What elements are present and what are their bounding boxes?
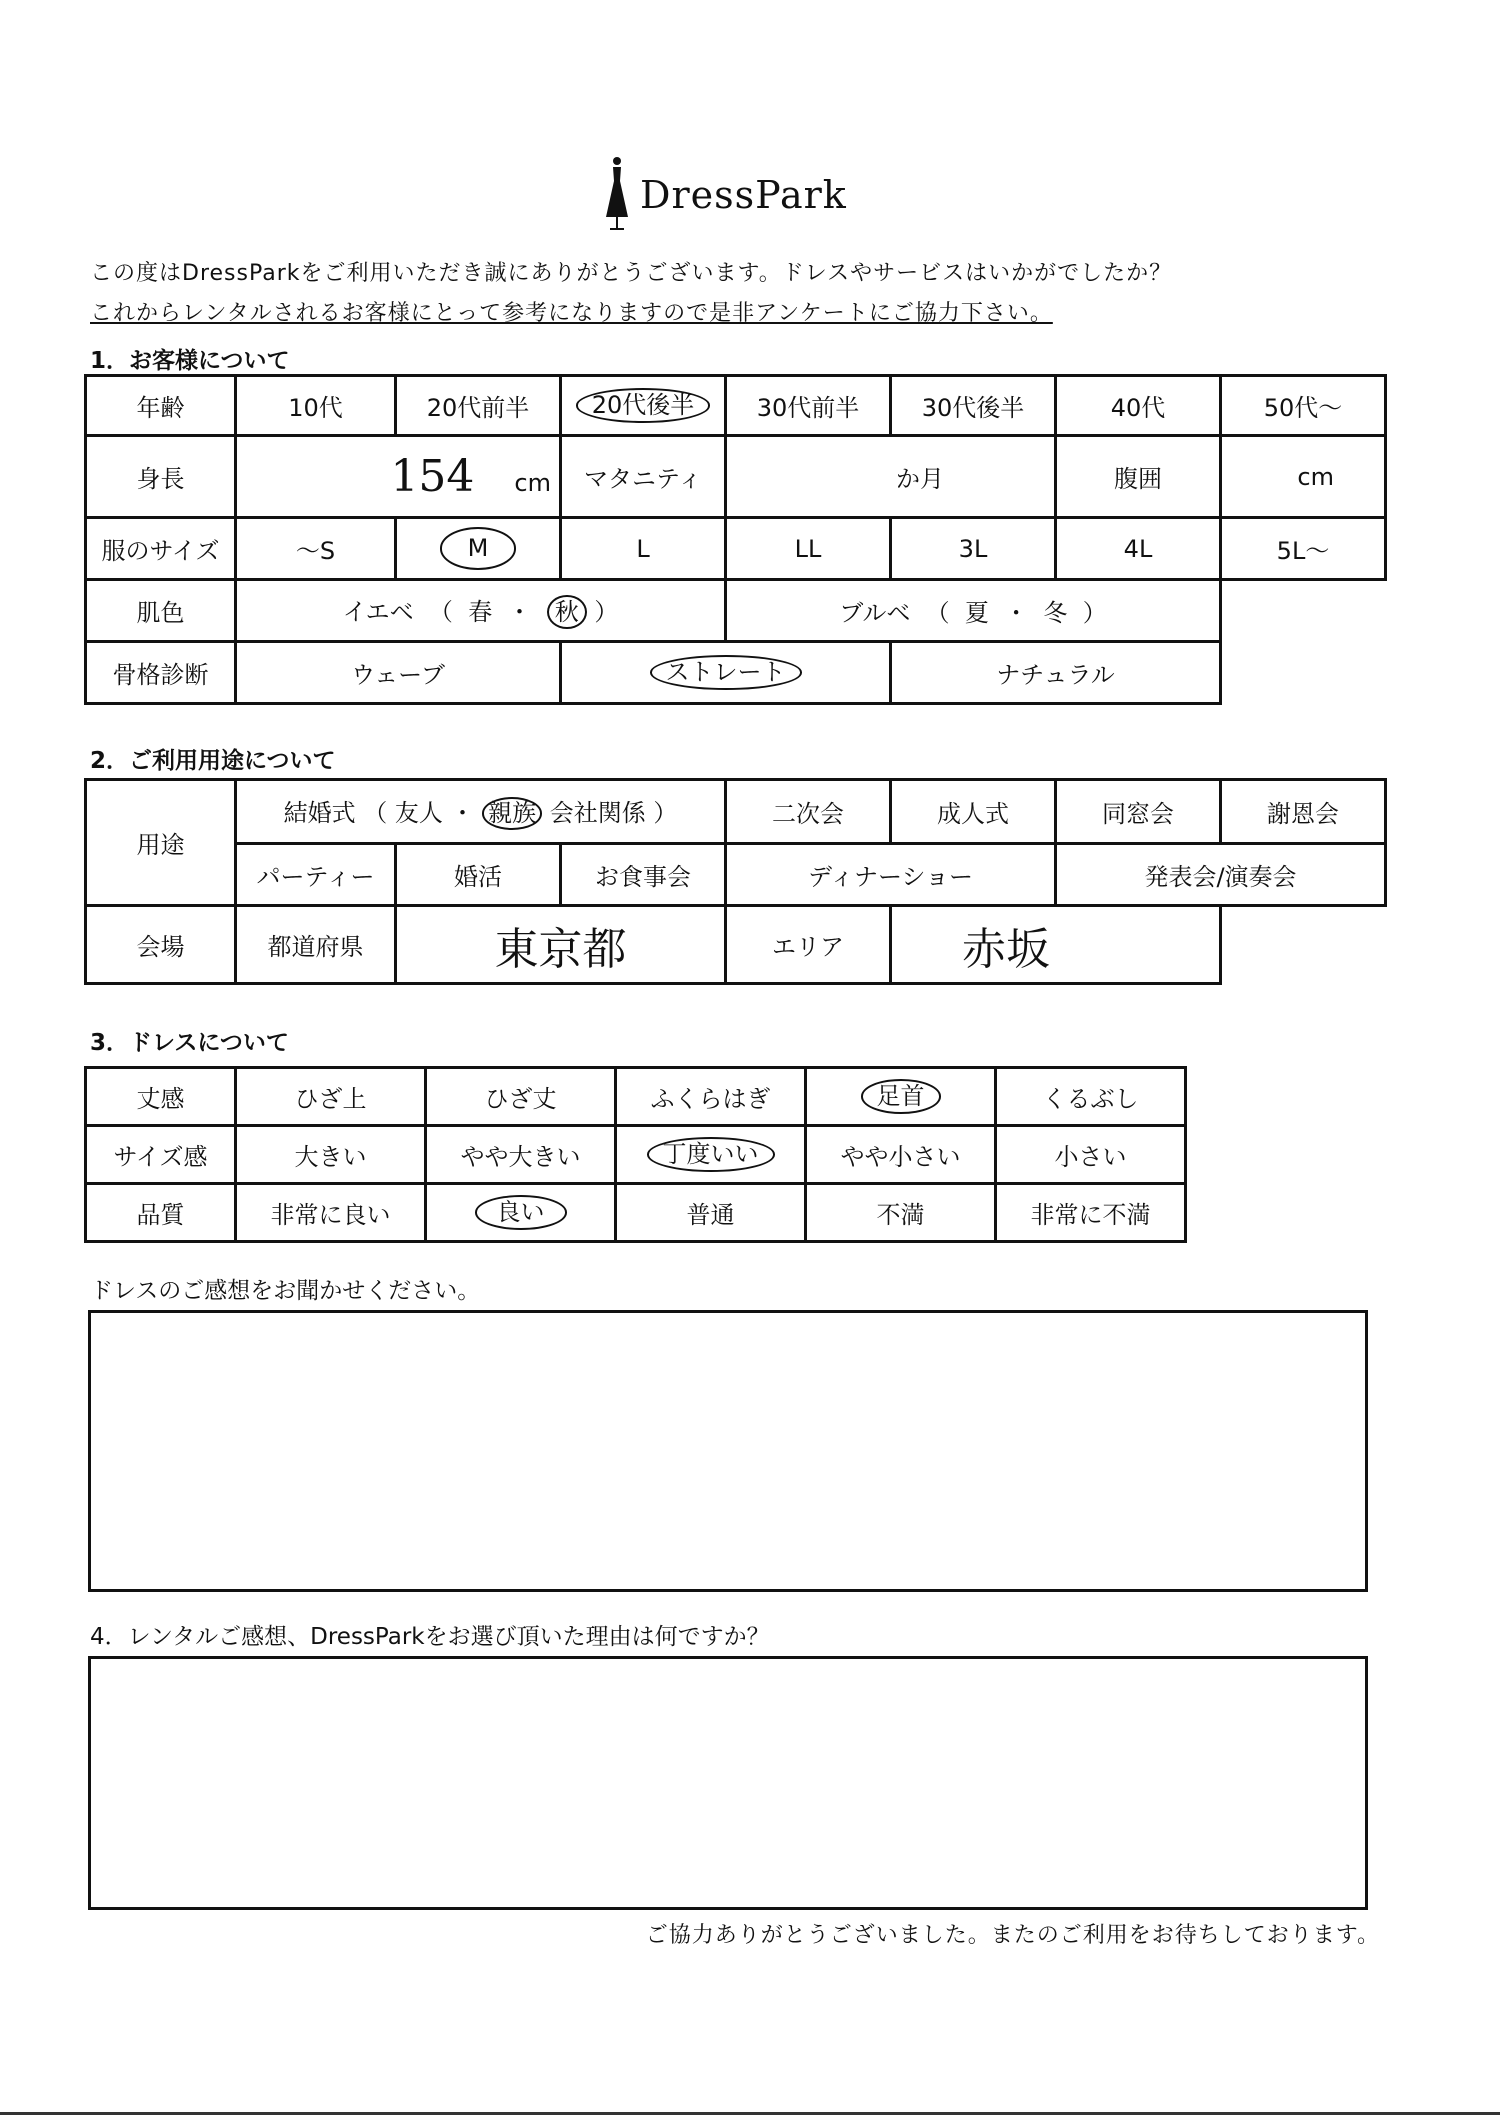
empty-cell (1221, 642, 1386, 704)
quality-normal[interactable]: 普通 (616, 1184, 806, 1242)
skin-label: 肌色 (86, 580, 236, 642)
paren-close: ） (653, 799, 678, 828)
height-label: 身長 (86, 436, 236, 518)
prefecture-value: 東京都 (494, 923, 627, 975)
length-malleolus[interactable]: くるぶし (996, 1068, 1186, 1126)
dresspark-logo (600, 155, 860, 235)
paren-open: （ (917, 599, 958, 627)
usage-dinner[interactable]: お食事会 (561, 844, 726, 906)
area-label: エリア (726, 906, 891, 984)
dress-table (84, 1066, 1187, 1243)
length-row (86, 1068, 1186, 1126)
fit-slightly-large[interactable]: やや大きい (426, 1126, 616, 1184)
selected-circle: M (440, 527, 517, 569)
length-label: 丈感 (86, 1068, 236, 1126)
length-knee[interactable]: ひざ丈 (426, 1068, 616, 1126)
separator: ・ (996, 599, 1036, 627)
customer-table (84, 374, 1387, 705)
usage-party[interactable]: パーティー (236, 844, 396, 906)
quality-unsatisfied[interactable]: 不満 (806, 1184, 996, 1242)
usage-thanks-party[interactable]: 謝恩会 (1221, 780, 1386, 844)
maternity-label: マタニティ (561, 436, 726, 518)
wedding-company[interactable]: 会社関係 (549, 799, 646, 828)
venue-label: 会場 (86, 906, 236, 984)
size-option-l[interactable]: L (561, 518, 726, 580)
usage-second-party[interactable]: 二次会 (726, 780, 891, 844)
area-value: 赤坂 (962, 923, 1050, 975)
usage-row-2 (86, 844, 1386, 906)
selected-circle: 20代後半 (576, 388, 711, 422)
usage-konkatsu[interactable]: 婚活 (396, 844, 561, 906)
skeleton-row (86, 642, 1386, 704)
selected-circle: ストレート (650, 655, 802, 689)
selected-circle: 丁度いい (647, 1137, 775, 1171)
usage-recital[interactable]: 発表会/演奏会 (1056, 844, 1386, 906)
maternity-months-field[interactable] (726, 436, 1056, 518)
waist-field[interactable] (1221, 436, 1386, 518)
skeleton-natural[interactable]: ナチュラル (891, 642, 1221, 704)
size-option-4l[interactable]: 4L (1056, 518, 1221, 580)
age-row (86, 376, 1386, 436)
skin-row (86, 580, 1386, 642)
fit-slightly-small[interactable]: やや小さい (806, 1126, 996, 1184)
age-option-40s[interactable]: 40代 (1056, 376, 1221, 436)
page-bottom-divider (0, 2112, 1500, 2115)
area-field[interactable] (891, 906, 1221, 984)
dress-comment-box[interactable] (88, 1310, 1368, 1592)
skeleton-wave[interactable]: ウェーブ (236, 642, 561, 704)
section2-title: 2．ご利用用途について (90, 748, 336, 774)
quality-very-unsatisfied[interactable]: 非常に不満 (996, 1184, 1186, 1242)
quality-row (86, 1184, 1186, 1242)
waist-unit: cm (1297, 462, 1334, 491)
size-option-s[interactable]: ～S (236, 518, 396, 580)
length-ankle[interactable] (806, 1068, 996, 1126)
skin-autumn-selected[interactable]: 秋 (547, 595, 587, 629)
skeleton-straight[interactable] (561, 642, 891, 704)
size-option-5l[interactable]: 5L～ (1221, 518, 1386, 580)
wedding-options[interactable] (236, 780, 726, 844)
age-option-late-30s[interactable]: 30代後半 (891, 376, 1056, 436)
blue-base-label: ブルベ (839, 599, 911, 627)
height-row (86, 436, 1386, 518)
length-above-knee[interactable]: ひざ上 (236, 1068, 426, 1126)
intro-line-1: この度はDressParkをご利用いただき誠にありがとうございます。ドレスやサービスはいかがでしたか？ (90, 261, 1173, 286)
paren-open: （ (363, 799, 388, 828)
prefecture-label: 都道府県 (236, 906, 396, 984)
yellow-base-options[interactable] (236, 580, 726, 642)
section4-title: 4．レンタルご感想、DressParkをお選び頂いた理由は何ですか？ (90, 1624, 770, 1650)
empty-cell (1221, 906, 1386, 984)
separator: ・ (450, 799, 475, 828)
venue-row (86, 906, 1386, 984)
prefecture-field[interactable] (396, 906, 726, 984)
skin-winter[interactable]: 冬 (1043, 599, 1068, 627)
paren-open: （ (421, 597, 461, 626)
selected-circle: 良い (475, 1195, 567, 1229)
skin-spring[interactable]: 春 (468, 597, 493, 626)
months-unit: か月 (896, 465, 944, 493)
fit-large[interactable]: 大きい (236, 1126, 426, 1184)
skin-summer[interactable]: 夏 (964, 599, 989, 627)
size-option-3l[interactable]: 3L (891, 518, 1056, 580)
age-option-10s[interactable]: 10代 (236, 376, 396, 436)
blue-base-options[interactable] (726, 580, 1221, 642)
height-field[interactable] (236, 436, 561, 518)
yellow-base-label: イエベ (342, 597, 414, 626)
wedding-friend[interactable]: 友人 (394, 799, 443, 828)
usage-table (84, 778, 1387, 985)
fit-just-right[interactable] (616, 1126, 806, 1184)
size-option-ll[interactable]: LL (726, 518, 891, 580)
length-calf[interactable]: ふくらはぎ (616, 1068, 806, 1126)
usage-reunion[interactable]: 同窓会 (1056, 780, 1221, 844)
quality-label: 品質 (86, 1184, 236, 1242)
age-option-early-30s[interactable]: 30代前半 (726, 376, 891, 436)
dress-comment-prompt: ドレスのご感想をお聞かせください。 (90, 1278, 481, 1304)
height-value: 154 (390, 451, 475, 502)
section3-title: 3．ドレスについて (90, 1030, 289, 1056)
size-label: 服のサイズ (86, 518, 236, 580)
size-row (86, 518, 1386, 580)
usage-coming-of-age[interactable]: 成人式 (891, 780, 1056, 844)
age-option-late-20s[interactable] (561, 376, 726, 436)
purpose-label: 用途 (86, 780, 236, 906)
selected-circle: 足首 (861, 1079, 941, 1113)
height-unit: cm (514, 469, 551, 497)
usage-row-1 (86, 780, 1386, 844)
skeleton-label: 骨格診断 (86, 642, 236, 704)
intro-line-2: これからレンタルされるお客様にとって参考になりますので是非アンケートにご協力下さい。 (90, 301, 1053, 326)
fit-small[interactable]: 小さい (996, 1126, 1186, 1184)
quality-very-good[interactable]: 非常に良い (236, 1184, 426, 1242)
rental-comment-box[interactable] (88, 1656, 1368, 1910)
closing-message: ご協力ありがとうございました。またのご利用をお待ちしております。 (645, 1923, 1380, 1948)
paren-close: ） (1075, 599, 1107, 627)
empty-cell (1221, 580, 1386, 642)
separator: ・ (499, 597, 540, 626)
paren-close: ） (594, 597, 619, 626)
quality-good[interactable] (426, 1184, 616, 1242)
age-label: 年齢 (86, 376, 236, 436)
wedding-label: 結婚式 (283, 799, 356, 828)
section1-title: 1．お客様について (90, 348, 290, 374)
age-option-early-20s[interactable]: 20代前半 (396, 376, 561, 436)
waist-label: 腹囲 (1056, 436, 1221, 518)
age-option-50s[interactable]: 50代～ (1221, 376, 1386, 436)
logo-text: DressPark (640, 173, 847, 217)
fit-row (86, 1126, 1186, 1184)
usage-dinner-show[interactable]: ディナーショー (726, 844, 1056, 906)
wedding-family-selected[interactable]: 親族 (482, 797, 542, 829)
fit-label: サイズ感 (86, 1126, 236, 1184)
size-option-m[interactable] (396, 518, 561, 580)
dress-icon (600, 155, 634, 235)
